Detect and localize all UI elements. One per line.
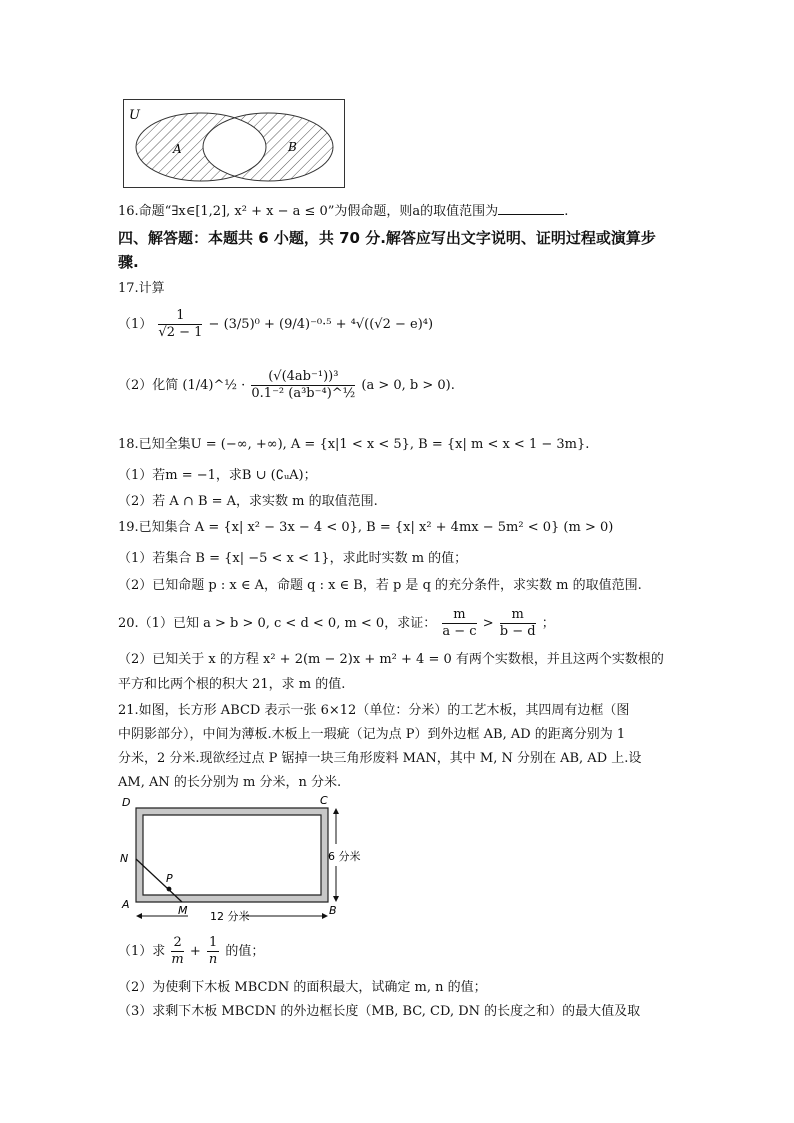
q21-line4: AM, AN 的长分别为 m 分米，n 分米. (118, 775, 342, 790)
figure-label-d: D (122, 796, 131, 809)
figure-label-a: A (122, 898, 130, 911)
q17-p2-fraction: $\frac{\text{(√(4ab⁻¹))³}}{\text{0.1⁻² (a³b⁻⁴)\textasciicircum{}½}}$ (251, 369, 356, 401)
q20-part2-line1: （2）已知关于 x 的方程 x² + 2(m − 2)x + m² + 4 = 0 有两个实数根，并且这两个实数根的 (118, 652, 664, 667)
q20-p1-fraction1: $\frac{m}{a - c}$ (442, 607, 477, 639)
q21-line3: 分米，2 分米.现欲经过点 P 锯掉一块三角形废料 MAN，其中 M, N 分别在 AB, AD 上.设 (118, 751, 642, 766)
q20-part1 (118, 606, 555, 642)
q21-p1-fraction2: $\frac{1}{n}$ (208, 935, 218, 967)
q21-p1-plus: + (189, 944, 201, 959)
figure-label-b: B (329, 904, 337, 917)
board-figure (116, 794, 376, 924)
figure-height-label: 6 分米 (328, 850, 361, 863)
q20-p1-gt: > (482, 616, 494, 631)
section-4-heading-line1: 四、解答题：本题共 6 小题，共 70 分.解答应写出文字说明、证明过程或演算步 (118, 229, 656, 247)
q21-p1-end: 的值； (225, 944, 265, 959)
q19-title: 19.已知集合 A = {x| x² − 3x − 4 < 0}, B = {x| x² + 4mx − 5m² < 0} (m > 0) (118, 520, 614, 535)
q17-title: 17.计算 (118, 281, 165, 296)
q21-p1-label: （1）求 (118, 944, 166, 959)
q17-part2 (118, 366, 455, 406)
venn-b-label: B (288, 140, 297, 154)
section-4-heading-line2: 骤. (118, 253, 139, 271)
figure-label-p: P (166, 872, 173, 885)
q17-p2-label: （2）化简 (118, 378, 179, 393)
q17-p1-rest: − (3/5)⁰ + (9/4)⁻⁰·⁵ + ⁴√((√2 − e)⁴) (208, 317, 434, 332)
q20-p1-fraction2: $\frac{m}{b - d}$ (499, 607, 536, 639)
q21-part3: （3）求剩下木板 MBCDN 的外边框长度（MB, BC, CD, DN 的长度之和）的最大值及取 (118, 1004, 641, 1019)
q16-answer-blank (498, 202, 564, 215)
figure-label-n: N (120, 852, 129, 865)
q21-part1 (118, 934, 264, 970)
q20-part2-line2: 平方和比两个根的积大 21，求 m 的值. (118, 677, 346, 692)
q17-p1-label: （1） (118, 317, 153, 332)
q19-part1: （1）若集合 B = {x| −5 < x < 1}，求此时实数 m 的值； (118, 551, 468, 566)
q18-part2: （2）若 A ∩ B = A，求实数 m 的取值范围. (118, 494, 378, 509)
venn-a-label: A (173, 142, 182, 156)
figure-width-label: 12 分米 (210, 910, 250, 923)
q20-p1-text: 20.（1）已知 a > b > 0, c < d < 0, m < 0，求证： (118, 616, 437, 631)
q21-p1-fraction1: $\frac{2}{m}$ (171, 935, 184, 967)
q16-text: 16.命题“∃x∈[1,2], x² + x − a ≤ 0”为假命题，则a的取值范围为 (118, 204, 499, 219)
venn-u-label: U (129, 108, 140, 123)
q17-part1 (118, 307, 433, 343)
q17-p2-left: (1/4)^½ · (182, 378, 246, 393)
figure-label-m: M (178, 904, 188, 917)
q17-p2-condition: (a > 0, b > 0). (361, 378, 455, 393)
q21-line1: 21.如图，长方形 ABCD 表示一张 6×12（单位：分米）的工艺木板，其四周有边框（图 (118, 703, 630, 718)
venn-diagram (123, 99, 345, 188)
figure-label-c: C (320, 794, 328, 807)
q18-part1: （1）若m = −1，求B ∪ (∁ᵤA)； (118, 468, 317, 483)
q21-line2: 中阴影部分），中间为薄板.木板上一瑕疵（记为点 P）到外边框 AB, AD 的距离分别为 1 (118, 727, 626, 742)
q21-part2: （2）为使剩下木板 MBCDN 的面积最大，试确定 m, n 的值； (118, 980, 487, 995)
q16-end: . (564, 204, 569, 219)
question-16 (118, 202, 568, 221)
q17-p1-fraction: $\frac{1}{√2 - 1}$ (158, 308, 203, 340)
q18-title: 18.已知全集U = (−∞, +∞), A = {x|1 < x < 5}, B = {x| m < x < 1 − 3m}. (118, 437, 590, 452)
q20-p1-end: ； (541, 616, 555, 631)
q19-part2: （2）已知命题 p : x ∈ A，命题 q : x ∈ B，若 p 是 q 的充分条件，求实数 m 的取值范围. (118, 578, 642, 593)
